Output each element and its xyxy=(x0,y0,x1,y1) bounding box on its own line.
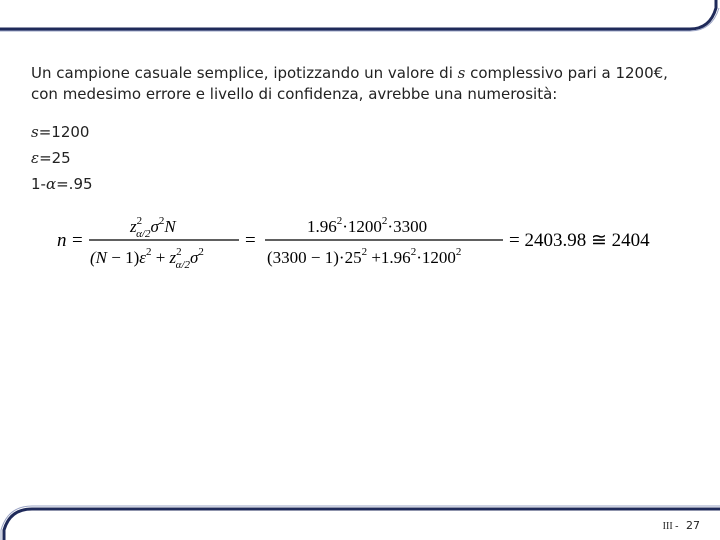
slide-footer xyxy=(663,519,700,532)
den-num-c-pow: 2 xyxy=(455,246,462,258)
num-sigma: σ xyxy=(150,217,159,236)
den-sigma-pow: 2 xyxy=(198,246,204,258)
intro-symbol: s xyxy=(457,64,466,82)
bottom-frame-line xyxy=(4,509,720,540)
num-a: 1.96 xyxy=(307,217,337,236)
param-symbol: s xyxy=(31,123,39,141)
symbolic-numerator xyxy=(129,215,177,240)
intro-text-1: Un campione casuale semplice, ipotizzando un valore di xyxy=(31,64,458,82)
den-open: (N xyxy=(90,248,107,267)
num-z: z xyxy=(130,217,137,236)
den-num-b: ·25 xyxy=(338,248,362,267)
den-num-c: ·1200 xyxy=(416,248,456,267)
footer-section: III - xyxy=(662,521,679,532)
den-sigma: σ xyxy=(190,248,199,267)
den-num-open: (3300 − 1) xyxy=(267,248,339,267)
param-value: =1200 xyxy=(38,123,90,141)
den-eps: ε xyxy=(139,248,146,267)
top-frame-line xyxy=(0,0,716,29)
param-s xyxy=(31,119,93,145)
num-a-pow: 2 xyxy=(336,215,343,227)
parameter-list xyxy=(31,119,93,197)
param-prefix: 1- xyxy=(31,175,46,193)
num-N: N xyxy=(164,217,176,236)
num-b-pow: 2 xyxy=(381,215,388,227)
den-num-plus-pow: 2 xyxy=(410,246,417,258)
den-z-sub: α/2 xyxy=(175,259,191,271)
formula-eq-2: = xyxy=(245,230,256,251)
param-symbol: α xyxy=(45,175,57,193)
param-epsilon xyxy=(31,145,93,171)
den-plus: + xyxy=(151,248,170,267)
formula-result: = 2403.98 ≅ 2404 xyxy=(509,230,650,251)
den-z-pow: 2 xyxy=(176,246,182,258)
den-eps-pow: 2 xyxy=(145,246,152,258)
intro-text-2: complessivo pari a 1200€, con medesimo errore e livello di confidenza, avrebbe una numerosità: xyxy=(31,64,668,103)
den-num-plus: +1.96 xyxy=(367,248,411,267)
num-z-pow: 2 xyxy=(136,215,143,227)
num-c: ·3300 xyxy=(387,217,428,236)
numeric-denominator xyxy=(267,246,461,267)
den-num-b-pow: 2 xyxy=(361,246,368,258)
param-value: =25 xyxy=(39,149,71,167)
sample-size-formula xyxy=(55,208,675,272)
formula-n: n xyxy=(57,230,67,251)
param-symbol: ε xyxy=(31,149,40,167)
bottom-frame-shadow xyxy=(1,506,720,540)
symbolic-denominator xyxy=(90,246,204,271)
num-b: ·1200 xyxy=(342,217,382,236)
den-minus: − 1) xyxy=(107,248,140,267)
num-sigma-pow: 2 xyxy=(158,215,165,227)
intro-paragraph xyxy=(31,63,691,105)
param-alpha xyxy=(31,171,93,197)
formula-eq-1: = xyxy=(72,230,83,251)
param-value: =.95 xyxy=(56,175,93,193)
page-number: 27 xyxy=(686,519,700,532)
numeric-numerator xyxy=(307,215,427,236)
den-z: z xyxy=(169,248,177,267)
num-z-sub: α/2 xyxy=(136,228,151,240)
